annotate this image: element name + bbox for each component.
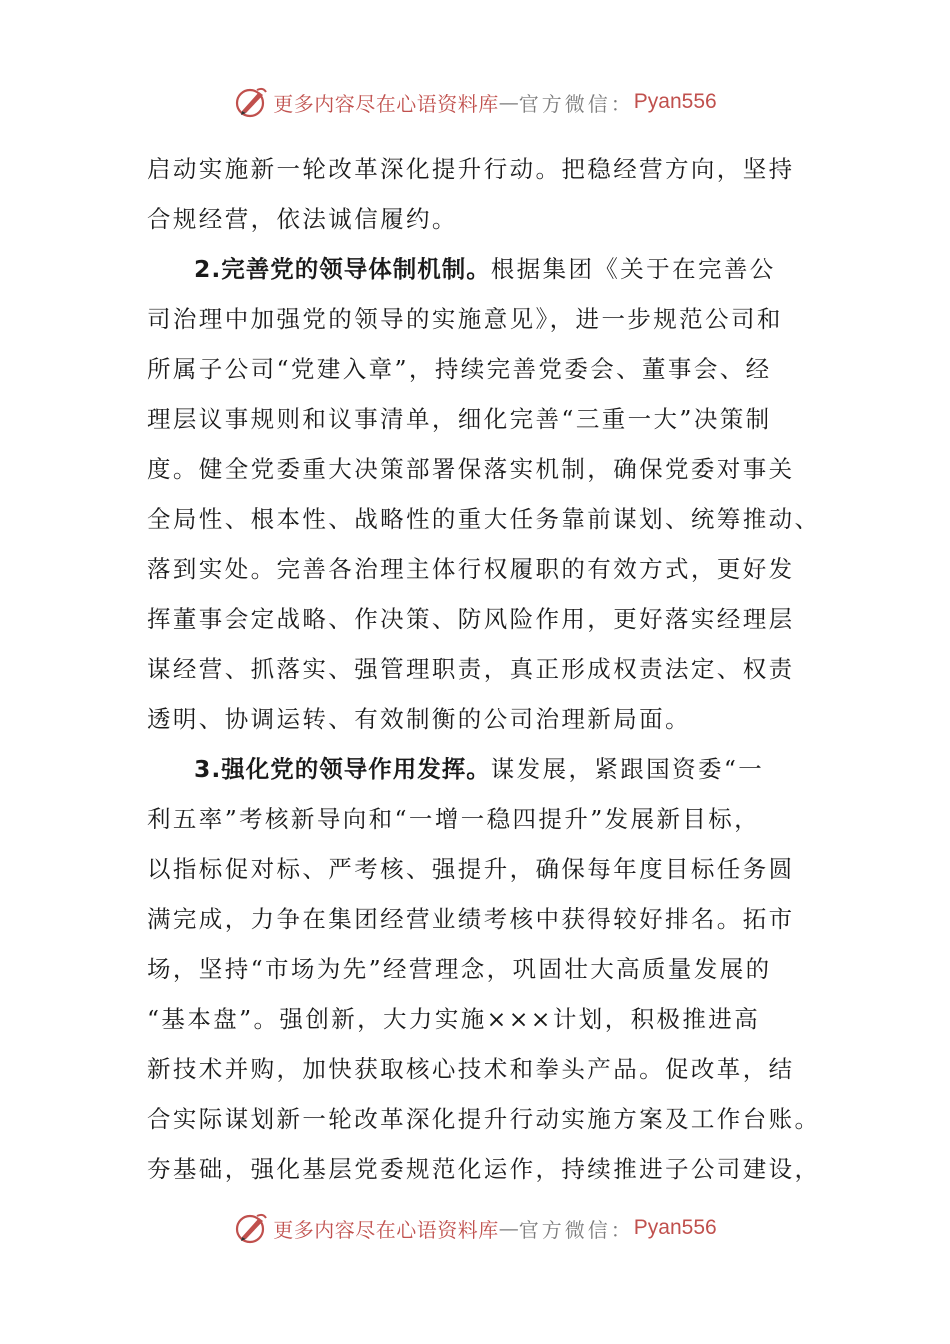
banner-sub-text: 官方微信： bbox=[518, 91, 634, 116]
banner-separator: — bbox=[498, 1216, 519, 1240]
text-line: 启动实施新一轮改革深化提升行动。把稳经营方向，坚持 bbox=[147, 155, 795, 183]
text-line: 合规经营，依法诚信履约。 bbox=[147, 205, 458, 233]
text-line: 理层议事规则和议事清单，细化完善“三重一大”决策制 bbox=[147, 405, 772, 433]
text-line: 全局性、根本性、战略性的重大任务靠前谋划、统筹推动、 bbox=[147, 505, 821, 533]
text-line: 新技术并购，加快获取核心技术和拳头产品。促改革，结 bbox=[147, 1055, 795, 1083]
text-line: 谋经营、抓落实、强管理职责，真正形成权责法定、权责 bbox=[147, 655, 795, 683]
footer-banner bbox=[0, 1206, 950, 1250]
text-segment: 谋发展，紧跟国资委“一 bbox=[490, 755, 765, 783]
paragraph-first-line bbox=[147, 244, 803, 294]
banner-brand-text: 更多内容尽在心语资料库 bbox=[273, 91, 499, 116]
banner-sub-text: 官方微信： bbox=[518, 1217, 634, 1242]
text-line: 所属子公司“党建入章”，持续完善党委会、董事会、经 bbox=[147, 355, 772, 383]
section-heading: 3.强化党的领导作用发挥。 bbox=[194, 755, 491, 783]
text-line: 满完成，力争在集团经营业绩考核中获得较好排名。拓市 bbox=[147, 905, 795, 933]
banner-brand-text: 更多内容尽在心语资料库 bbox=[273, 1217, 499, 1242]
text-line: 夯基础，强化基层党委规范化运作，持续推进子公司建设， bbox=[147, 1155, 821, 1183]
text-line: “基本盘”。强创新，大力实施×××计划，积极推进高 bbox=[147, 1005, 761, 1033]
section-heading: 2.完善党的领导体制机制。 bbox=[194, 255, 491, 283]
text-line: 以指标促对标、严考核、强提升，确保每年度目标任务圆 bbox=[147, 855, 795, 883]
banner-wechat-id: Pyan556 bbox=[633, 90, 717, 113]
text-line: 场，坚持“市场为先”经营理念，巩固壮大高质量发展的 bbox=[147, 955, 772, 983]
text-line: 透明、协调运转、有效制衡的公司治理新局面。 bbox=[147, 705, 691, 733]
text-line: 利五率”考核新导向和“一增一稳四提升”发展新目标， bbox=[147, 805, 761, 833]
text-line: 合实际谋划新一轮改革深化提升行动实施方案及工作台账。 bbox=[147, 1105, 821, 1133]
text-line: 度。健全党委重大决策部署保落实机制，确保党委对事关 bbox=[147, 455, 795, 483]
banner-separator: — bbox=[498, 90, 519, 114]
pen-logo-icon bbox=[233, 84, 269, 120]
text-line: 司治理中加强党的领导的实施意见》，进一步规范公司和 bbox=[147, 305, 783, 333]
header-banner bbox=[0, 80, 950, 124]
document-body bbox=[147, 144, 821, 1194]
paragraph-first-line bbox=[147, 744, 803, 794]
text-segment: 根据集团《关于在完善公 bbox=[490, 255, 776, 283]
text-line: 落到实处。完善各治理主体行权履职的有效方式，更好发 bbox=[147, 555, 795, 583]
banner-wechat-id: Pyan556 bbox=[633, 1216, 717, 1239]
pen-logo-icon bbox=[233, 1210, 269, 1246]
text-line: 挥董事会定战略、作决策、防风险作用，更好落实经理层 bbox=[147, 605, 795, 633]
